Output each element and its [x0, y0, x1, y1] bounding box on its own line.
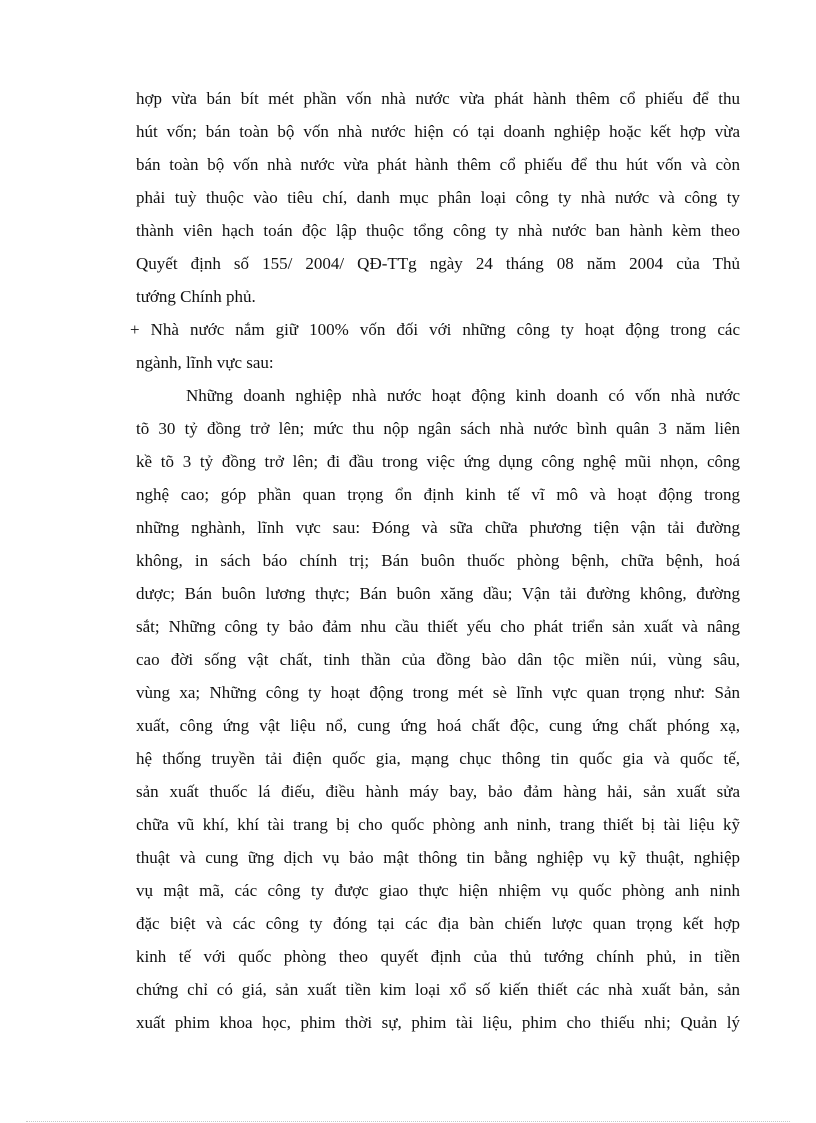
paragraph-3-line-7: dược; Bán buôn lương thực; Bán buôn xăng dầu; Vận tải đường không, đường: [136, 584, 740, 603]
paragraph-3-line-12: hệ thống truyền tải điện quốc gia, mạng chục thông tin quốc gia và quốc tế,: [136, 749, 740, 768]
paragraph-1-line-5: thành viên hạch toán độc lập thuộc tổng công ty nhà nước ban hành kèm theo: [136, 221, 740, 240]
paragraph-2-line-1: + Nhà nước nắm giữ 100% vốn đối với những công ty hoạt động trong các: [130, 320, 740, 339]
paragraph-1-line-7: tướng Chính phủ.: [136, 287, 256, 306]
paragraph-3-line-19: chứng chỉ có giá, sản xuất tiền kim loại xổ số kiến thiết các nhà xuất bản, sản: [136, 980, 740, 999]
paragraph-3-line-20: xuất phim khoa học, phim thời sự, phim tài liệu, phim cho thiếu nhi; Quản lý: [136, 1013, 740, 1032]
paragraph-3-line-1: Những doanh nghiệp nhà nước hoạt động kinh doanh có vốn nhà nước: [186, 386, 740, 405]
paragraph-3-line-15: thuật và cung ững dịch vụ bảo mật thông tin bằng nghiệp vụ kỹ thuật, nghiệp: [136, 848, 740, 867]
paragraph-3-line-5: những nghành, lĩnh vực sau: Đóng và sữa chữa phương tiện vận tải đường: [136, 518, 740, 537]
paragraph-1-line-6: Quyết định số 155/ 2004/ QĐ-TTg ngày 24 tháng 08 năm 2004 của Thủ: [136, 254, 740, 273]
paragraph-3-line-14: chữa vũ khí, khí tài trang bị cho quốc phòng anh ninh, trang thiết bị tài liệu kỹ: [136, 815, 740, 834]
paragraph-2-line-2: ngành, lĩnh vực sau:: [136, 353, 274, 372]
page-bottom-divider: [26, 1121, 790, 1122]
paragraph-3-line-17: đặc biệt và các công ty đóng tại các địa bàn chiến lược quan trọng kết hợp: [136, 914, 740, 933]
paragraph-3-line-13: sản xuất thuốc lá điếu, điều hành máy bay, bảo đảm hàng hải, sản xuất sửa: [136, 782, 740, 801]
paragraph-3-line-6: không, in sách báo chính trị; Bán buôn thuốc phòng bệnh, chữa bệnh, hoá: [136, 551, 740, 570]
paragraph-3-line-11: xuất, công ứng vật liệu nổ, cung ứng hoá chất độc, cung ứng chất phóng xạ,: [136, 716, 740, 735]
paragraph-3-line-9: cao đời sống vật chất, tinh thần của đồng bào dân tộc miền núi, vùng sâu,: [136, 650, 740, 669]
paragraph-3-line-4: nghệ cao; góp phần quan trọng ổn định kinh tế vĩ mô và hoạt động trong: [136, 485, 740, 504]
paragraph-3-line-2: tõ 30 tỷ đồng trở lên; mức thu nộp ngân sách nhà nước bình quân 3 năm liên: [136, 419, 740, 438]
paragraph-3-line-16: vụ mật mã, các công ty được giao thực hiện nhiệm vụ quốc phòng anh ninh: [136, 881, 740, 900]
paragraph-3-line-3: kề tõ 3 tỷ đồng trở lên; đi đầu trong việc ứng dụng công nghệ mũi nhọn, công: [136, 452, 740, 471]
paragraph-1-line-3: bán toàn bộ vốn nhà nước vừa phát hành thêm cổ phiếu để thu hút vốn và còn: [136, 155, 740, 174]
paragraph-1-line-2: hút vốn; bán toàn bộ vốn nhà nước hiện có tại doanh nghiệp hoặc kết hợp vừa: [136, 122, 740, 141]
paragraph-1-line-1: hợp vừa bán bít mét phần vốn nhà nước vừa phát hành thêm cổ phiếu để thu: [136, 89, 740, 108]
paragraph-3-line-18: kinh tế với quốc phòng theo quyết định của thủ tướng chính phủ, in tiền: [136, 947, 740, 966]
paragraph-3-line-10: vùng xa; Những công ty hoạt động trong mét sè lĩnh vực quan trọng như: Sản: [136, 683, 740, 702]
paragraph-3-line-8: sắt; Những công ty bảo đảm nhu cầu thiết yếu cho phát triển sản xuất và nâng: [136, 617, 740, 636]
paragraph-1-line-4: phải tuỳ thuộc vào tiêu chí, danh mục phân loại công ty nhà nước và công ty: [136, 188, 740, 207]
